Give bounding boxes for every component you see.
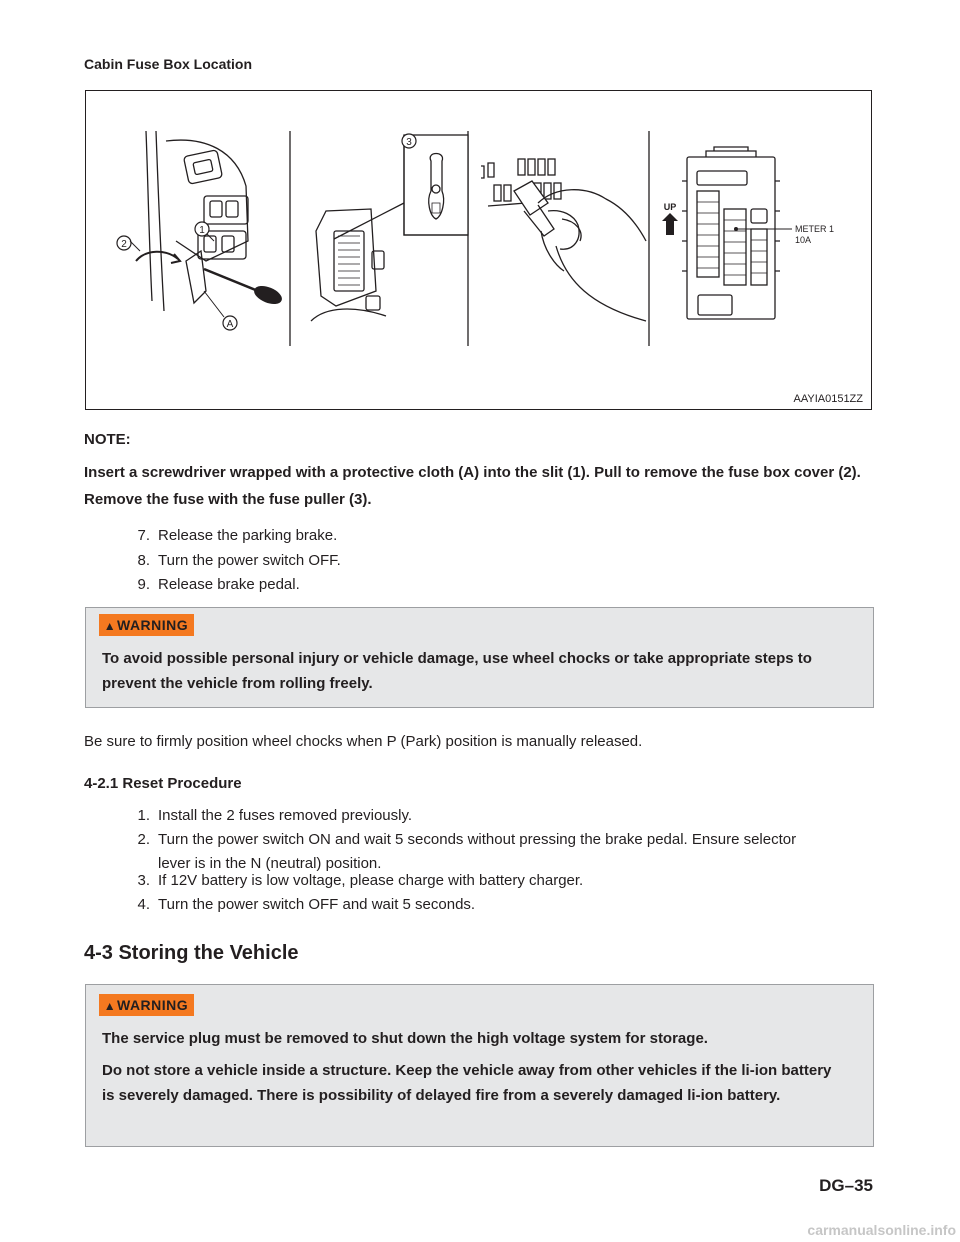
list-item <box>123 895 873 915</box>
page-number: DG–35 <box>819 1176 873 1195</box>
step-text: If 12V battery is low voltage, please charge with battery charger. <box>158 872 584 889</box>
step-number: 7. <box>137 527 150 544</box>
note-text: Insert a screwdriver wrapped with a protective cloth (A) into the slit (1). Pull to remove the fuse box cover (2). Remove the fuse with the fuse puller (3). <box>84 464 861 508</box>
amp-label: 10A <box>795 235 812 245</box>
step-number: 1. <box>137 807 150 824</box>
watermark: carmanualsonline.info <box>807 1222 956 1238</box>
up-label: UP <box>663 202 677 212</box>
warning-triangle-icon: ▲ <box>103 619 117 633</box>
step-number: 8. <box>137 552 150 569</box>
callout-1: 1 <box>199 225 205 236</box>
step-number: 9. <box>137 576 150 593</box>
warning-box <box>85 984 874 1147</box>
step-number: 4. <box>137 896 150 913</box>
list-item <box>123 871 873 891</box>
storing-heading: 4-3 Storing the Vehicle <box>84 942 299 964</box>
list-item <box>123 526 823 546</box>
warning-box <box>85 607 874 708</box>
warning-badge-label: WARNING <box>117 617 189 633</box>
step-text: Turn the power switch ON and wait 5 seconds without pressing the brake pedal. Ensure selector <box>158 831 797 848</box>
step-number: 3. <box>137 872 150 889</box>
list-item <box>123 806 873 826</box>
step-number: 2. <box>137 831 150 848</box>
callout-a: A <box>226 319 234 330</box>
warning-text: The service plug must be removed to shut down the high voltage system for storage. <box>102 1030 708 1047</box>
list-item <box>123 551 823 571</box>
figure-id: AAYIA0151ZZ <box>793 393 863 405</box>
warning-badge <box>99 614 194 636</box>
note-label: NOTE: <box>84 431 131 448</box>
callout-2: 2 <box>121 239 127 250</box>
section-heading: Cabin Fuse Box Location <box>84 56 253 72</box>
warning-text: Do not store a vehicle inside a structure. Keep the vehicle away from other vehicles if the li-ion battery is severely damaged. There is possibility of delayed fire from a severely damaged li-ion battery. <box>102 1062 832 1104</box>
warning-triangle-icon: ▲ <box>103 999 117 1013</box>
step-text: Release brake pedal. <box>158 576 300 593</box>
step-text: Turn the power switch OFF. <box>158 552 341 569</box>
step-text: Turn the power switch OFF and wait 5 seconds. <box>158 896 476 913</box>
warning-text: To avoid possible personal injury or vehicle damage, use wheel chocks or take appropriate steps to prevent the vehicle from rolling freely. <box>102 650 812 692</box>
warning-badge <box>99 994 194 1016</box>
warning-badge-label: WARNING <box>117 997 189 1013</box>
body-paragraph: Be sure to firmly position wheel chocks when P (Park) position is manually released. <box>84 733 643 750</box>
list-item <box>123 575 823 595</box>
list-item <box>123 830 873 874</box>
step-text-continued: lever is in the N (neutral) position. <box>158 855 382 872</box>
fuse-box-illustration <box>86 91 873 411</box>
step-text: Release the parking brake. <box>158 527 338 544</box>
callout-3: 3 <box>406 137 412 148</box>
reset-procedure-heading: 4-2.1 Reset Procedure <box>84 775 242 792</box>
fuse-box-figure <box>85 90 872 410</box>
meter-label: METER 1 <box>795 224 835 234</box>
step-text: Install the 2 fuses removed previously. <box>158 807 413 824</box>
